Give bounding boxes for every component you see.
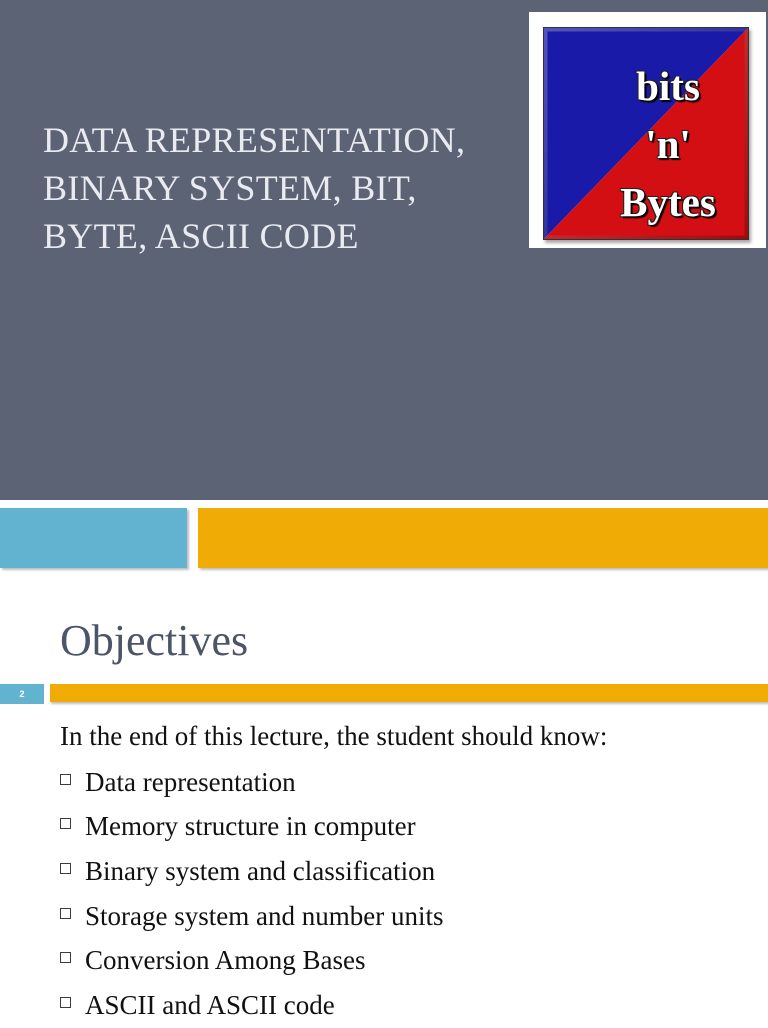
list-item-text: Conversion Among Bases — [85, 945, 366, 976]
square-bullet-icon — [60, 818, 71, 829]
slide-number: 2 — [19, 689, 25, 699]
logo-text — [593, 57, 743, 231]
bits-n-bytes-logo — [529, 12, 766, 248]
accent-bar-gold-thin — [50, 684, 768, 702]
list-item — [60, 983, 443, 1028]
square-bullet-icon — [60, 774, 71, 785]
list-item-text: Data representation — [85, 766, 296, 797]
square-bullet-icon — [60, 908, 71, 919]
square-bullet-icon — [60, 952, 71, 963]
objectives-list — [60, 760, 443, 1028]
objectives-title: Objectives — [60, 616, 249, 665]
list-item-text: Binary system and classification — [85, 855, 436, 886]
accent-bar-blue — [0, 508, 187, 568]
square-bullet-icon — [60, 997, 71, 1008]
list-item — [60, 894, 443, 939]
list-item — [60, 805, 443, 850]
list-item — [60, 760, 443, 805]
list-item-text: ASCII and ASCII code — [85, 989, 335, 1020]
list-item-text: Storage system and number units — [85, 900, 444, 931]
intro-text: In the end of this lecture, the student should know: — [60, 721, 608, 751]
accent-bar-gold — [198, 508, 768, 568]
logo-line: Bytes — [620, 179, 716, 225]
list-item — [60, 849, 443, 894]
title-slide — [0, 0, 768, 500]
list-item — [60, 938, 443, 983]
logo-line: bits — [636, 63, 700, 109]
logo-line: 'n' — [645, 121, 691, 167]
slide-title: DATA REPRESENTATION, BINARY SYSTEM, BIT, BYTE, ASCII CODE — [43, 120, 466, 256]
square-bullet-icon — [60, 863, 71, 874]
logo-tile — [543, 27, 749, 240]
list-item-text: Memory structure in computer — [85, 811, 416, 842]
